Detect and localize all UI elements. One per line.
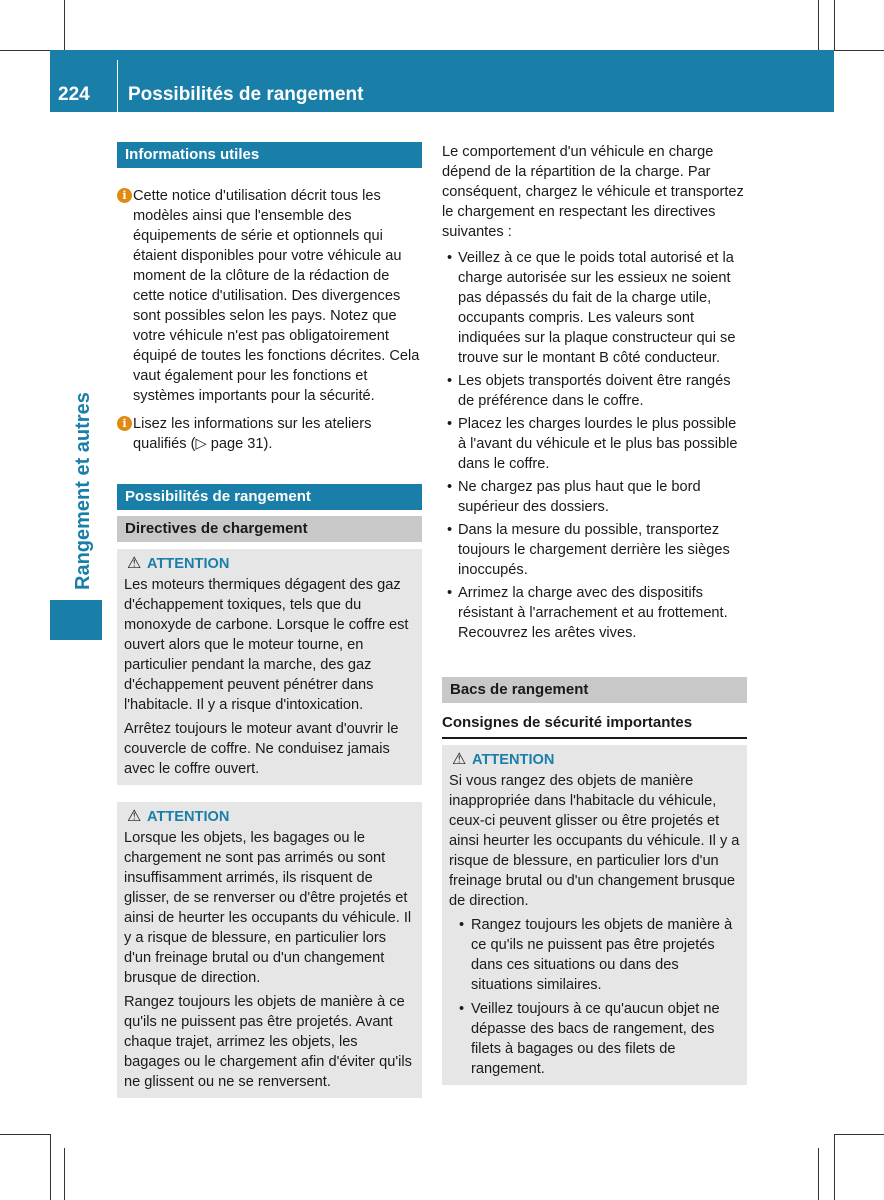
info-text: Cette notice d'utilisation décrit tous les modèles ainsi que l'ensemble des équipements de série et optionnels qui étaient disponibles pour votre véhicule au moment de la clôture de la rédaction de cette notice d'utilisation. Des divergences sont possibles selon les pays. Notez que votre véhicule n'est pas obligatoirement équipé de toutes les fonctions décrites. Cela vaut également pour les fonctions et systèmes importants pour la sécurité. (133, 188, 420, 404)
crop-mark (834, 0, 835, 50)
chapter-tab (50, 600, 102, 640)
warning-triangle-icon: ⚠ (127, 555, 142, 572)
info-icon: i (117, 188, 132, 203)
left-column (117, 142, 422, 1098)
crop-mark (0, 50, 50, 51)
sub-heading: Directives de chargement (117, 516, 422, 542)
warning-text: Lorsque les objets, les bagages ou le chargement ne sont pas arrimés ou sont insuffisamment arrimés, ils risquent de glisser, de se renverser ou d'être projetés et ainsi de heurter les occupants du véhicule. Il y a risque de blessure, en particulier lors d'un freinage brutal ou d'un changement brusque de direction. (124, 830, 412, 986)
crop-mark (64, 1148, 65, 1200)
crop-mark (64, 0, 65, 50)
info-heading: Informations utiles (117, 142, 422, 168)
warning-label: ATTENTION (472, 752, 555, 768)
info-text: Lisez les informations sur les ateliers qualifiés (▷ page 31). (133, 416, 372, 452)
sub-heading: Consignes de sécurité importantes (442, 713, 747, 739)
warning-text: Arrêtez toujours le moteur avant d'ouvrir le couvercle de coffre. Ne conduisez jamais avec le coffre ouvert. (124, 721, 399, 777)
directives-list (442, 248, 747, 643)
page-title: Possibilités de rangement (128, 84, 364, 105)
list-item: • Placez les charges lourdes le plus possible à l'avant du véhicule et le plus bas possible dans le coffre. (442, 414, 747, 474)
info-note (117, 186, 422, 406)
warning-triangle-icon: ⚠ (127, 808, 142, 825)
crop-mark (834, 1134, 884, 1135)
list-item: • Dans la mesure du possible, transportez toujours le chargement derrière les sièges inoccupés. (442, 520, 747, 580)
header-divider (117, 60, 118, 112)
crop-mark (834, 50, 884, 51)
list-item: • Veillez à ce que le poids total autorisé et la charge autorisée sur les essieux ne soient pas dépassés du fait de la charge utile, occupants compris. Les valeurs sont indiquées sur la plaque constructeur qui se trouve sur le montant B côté conducteur. (442, 248, 747, 368)
chapter-label: Rangement et autres (72, 392, 94, 590)
warning-box (117, 802, 422, 1098)
crop-mark (834, 1134, 835, 1200)
crop-mark (818, 0, 819, 50)
warning-label: ATTENTION (147, 809, 230, 825)
warning-text: Si vous rangez des objets de manière inappropriée dans l'habitacle du véhicule, ceux-ci peuvent glisser ou être projetés et ainsi heurter les occupants du véhicule. Il y a risque de blessure, en particulier lors d'un freinage brutal ou d'un changement brusque de direction. (449, 773, 740, 909)
warning-header (124, 806, 416, 828)
info-note (117, 414, 422, 454)
crop-mark (0, 1134, 50, 1135)
warning-header (449, 749, 741, 771)
section-heading: Bacs de rangement (442, 677, 747, 703)
warning-box (442, 745, 747, 1085)
warning-label: ATTENTION (147, 556, 230, 572)
list-item: • Les objets transportés doivent être rangés de préférence dans le coffre. (442, 371, 747, 411)
intro-paragraph: Le comportement d'un véhicule en charge dépend de la répartition de la charge. Par conséquent, chargez le véhicule et transportez le chargement en respectant les directives suivantes : (442, 144, 744, 240)
list-item: • Veillez toujours à ce qu'aucun objet ne dépasse des bacs de rangement, des filets à bagages ou des filets de rangement. (449, 999, 741, 1079)
right-column (442, 142, 747, 1085)
warning-text: Rangez toujours les objets de manière à ce qu'ils ne puissent pas être projetés. Avant chaque trajet, arrimez les objets, les bagages ou le chargement afin d'éviter qu'ils ne glissent ou ne se renversent. (124, 994, 412, 1090)
list-item: • Arrimez la charge avec des dispositifs résistant à l'arrachement et au frottement. Recouvrez les arêtes vives. (442, 583, 747, 643)
crop-mark (818, 1148, 819, 1200)
warning-triangle-icon: ⚠ (452, 751, 467, 768)
page-number: 224 (58, 84, 90, 105)
section-heading: Possibilités de rangement (117, 484, 422, 510)
warning-header (124, 553, 416, 575)
info-icon: i (117, 416, 132, 431)
warning-text: Les moteurs thermiques dégagent des gaz d'échappement toxiques, tels que du monoxyde de carbone. Lorsque le coffre est ouvert alors que le moteur tourne, en particulier pendant la marche, des gaz d'échappement peuvent pénétrer dans l'habitacle. Il y a risque d'intoxication. (124, 577, 409, 713)
list-item: • Rangez toujours les objets de manière à ce qu'ils ne puissent pas être projetés dans ces situations ou dans des situations similaires. (449, 915, 741, 995)
list-item: • Ne chargez pas plus haut que le bord supérieur des dossiers. (442, 477, 747, 517)
crop-mark (50, 1134, 51, 1200)
warning-box (117, 549, 422, 785)
